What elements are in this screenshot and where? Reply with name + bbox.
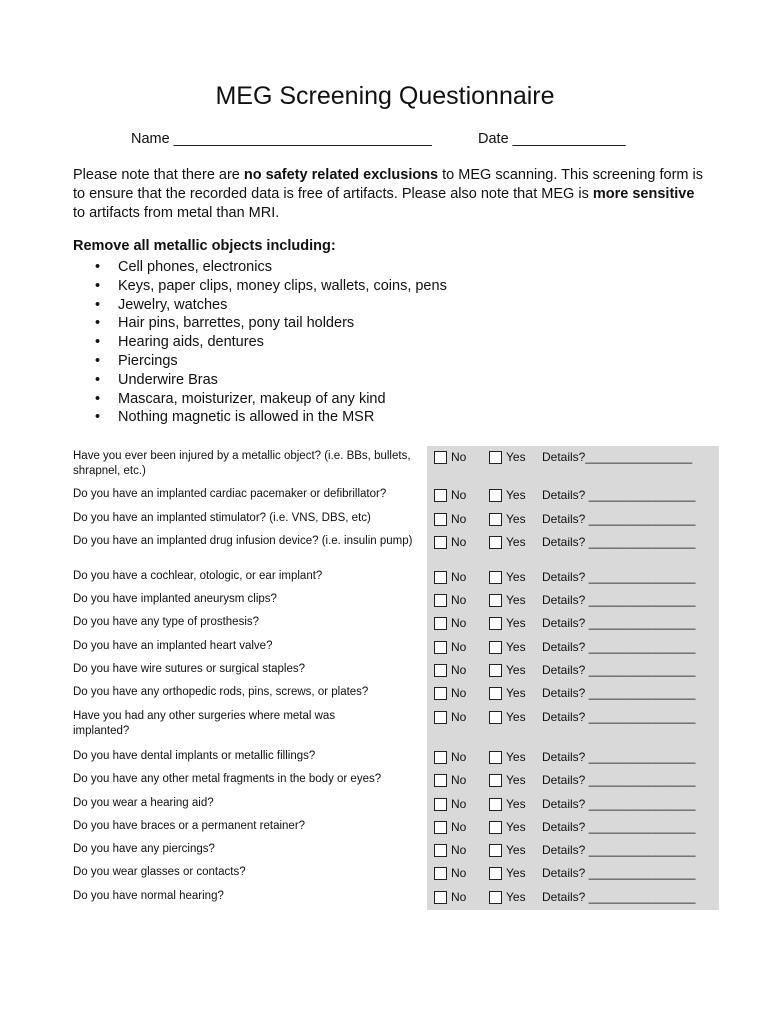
- checkbox-icon: [434, 751, 447, 764]
- yes-label: Yes: [506, 535, 526, 549]
- intro-text-2: to MEG scanning. This screening form is to ensure that the recorded data is free of artifacts. Please also note that MEG is: [73, 167, 703, 202]
- checkbox-icon: [489, 571, 502, 584]
- yes-label: Yes: [506, 686, 526, 700]
- no-checkbox[interactable]: [434, 710, 466, 724]
- checkbox-icon: [489, 821, 502, 834]
- checkbox-icon: [434, 711, 447, 724]
- checkbox-icon: [489, 891, 502, 904]
- date-field[interactable]: Date ______________: [478, 131, 626, 147]
- checkbox-icon: [434, 891, 447, 904]
- yes-label: Yes: [506, 773, 526, 787]
- details-field[interactable]: Details? ________________: [542, 488, 696, 502]
- no-label: No: [451, 710, 467, 724]
- details-field[interactable]: Details? ________________: [542, 797, 696, 811]
- no-label: No: [451, 535, 467, 549]
- details-field[interactable]: Details? ________________: [542, 866, 696, 880]
- no-label: No: [451, 512, 467, 526]
- yes-checkbox[interactable]: [489, 488, 526, 502]
- no-label: No: [451, 640, 467, 654]
- yes-checkbox[interactable]: [489, 593, 526, 607]
- yes-checkbox[interactable]: [489, 797, 526, 811]
- no-label: No: [451, 686, 467, 700]
- no-checkbox[interactable]: [434, 488, 466, 502]
- list-item: [95, 258, 447, 277]
- list-item-text: Hair pins, barrettes, pony tail holders: [118, 315, 355, 332]
- yes-checkbox[interactable]: [489, 866, 526, 880]
- yes-label: Yes: [506, 616, 526, 630]
- no-label: No: [451, 890, 467, 904]
- bullet-icon: •: [95, 277, 101, 294]
- details-field[interactable]: Details? ________________: [542, 640, 696, 654]
- yes-label: Yes: [506, 488, 526, 502]
- question-text: Do you have a cochlear, otologic, or ear implant?: [73, 570, 323, 582]
- bullet-icon: •: [95, 352, 101, 369]
- yes-checkbox[interactable]: [489, 773, 526, 787]
- question-text: Do you have an implanted heart valve?: [73, 640, 273, 652]
- details-field[interactable]: Details? ________________: [542, 773, 696, 787]
- question-text: Do you have an implanted stimulator? (i.e. VNS, DBS, etc): [73, 512, 371, 524]
- yes-label: Yes: [506, 797, 526, 811]
- details-field[interactable]: Details? ________________: [542, 663, 696, 677]
- checkbox-icon: [434, 844, 447, 857]
- checkbox-icon: [489, 617, 502, 630]
- details-field[interactable]: Details? ________________: [542, 593, 696, 607]
- details-field[interactable]: Details? ________________: [542, 512, 696, 526]
- question-text: Do you have dental implants or metallic fillings?: [73, 750, 316, 762]
- yes-label: Yes: [506, 750, 526, 764]
- yes-checkbox[interactable]: [489, 450, 526, 464]
- checkbox-icon: [489, 751, 502, 764]
- yes-checkbox[interactable]: [489, 686, 526, 700]
- no-checkbox[interactable]: [434, 535, 466, 549]
- no-checkbox[interactable]: [434, 663, 466, 677]
- question-text: Do you have braces or a permanent retainer?: [73, 820, 306, 832]
- yes-label: Yes: [506, 512, 526, 526]
- checkbox-icon: [489, 798, 502, 811]
- checkbox-icon: [489, 664, 502, 677]
- checkbox-icon: [489, 687, 502, 700]
- question-text: Do you have any other metal fragments in the body or eyes?: [73, 773, 382, 785]
- bullet-icon: •: [95, 296, 101, 313]
- list-item: [95, 333, 447, 352]
- intro-text-3: to artifacts from metal than MRI.: [73, 205, 280, 221]
- question-text: Do you have an implanted drug infusion device? (i.e. insulin pump): [73, 535, 413, 547]
- list-item: [95, 352, 447, 371]
- no-checkbox[interactable]: [434, 890, 466, 904]
- list-item-text: Nothing magnetic is allowed in the MSR: [118, 409, 375, 426]
- metal-objects-list: [95, 258, 447, 427]
- checkbox-icon: [434, 536, 447, 549]
- details-field[interactable]: Details? ________________: [542, 686, 696, 700]
- checkbox-icon: [434, 617, 447, 630]
- list-item: [95, 277, 447, 296]
- yes-label: Yes: [506, 890, 526, 904]
- checkbox-icon: [489, 711, 502, 724]
- checkbox-icon: [434, 798, 447, 811]
- question-text: Do you wear glasses or contacts?: [73, 866, 246, 878]
- yes-checkbox[interactable]: [489, 710, 526, 724]
- checkbox-icon: [434, 867, 447, 880]
- question-text: Do you have implanted aneurysm clips?: [73, 593, 277, 605]
- checkbox-icon: [434, 641, 447, 654]
- yes-checkbox[interactable]: [489, 890, 526, 904]
- no-checkbox[interactable]: [434, 773, 466, 787]
- bullet-icon: •: [95, 390, 101, 407]
- question-text: Do you have any orthopedic rods, pins, screws, or plates?: [73, 686, 369, 698]
- details-field[interactable]: Details? ________________: [542, 890, 696, 904]
- list-item: [95, 371, 447, 390]
- no-checkbox[interactable]: [434, 512, 466, 526]
- yes-checkbox[interactable]: [489, 640, 526, 654]
- no-label: No: [451, 820, 467, 834]
- checkbox-icon: [434, 513, 447, 526]
- no-label: No: [451, 773, 467, 787]
- remove-heading: Remove all metallic objects including:: [73, 238, 336, 254]
- question-text: Do you have any type of prosthesis?: [73, 616, 260, 628]
- no-label: No: [451, 663, 467, 677]
- no-label: No: [451, 866, 467, 880]
- checkbox-icon: [489, 489, 502, 502]
- checkbox-icon: [434, 594, 447, 607]
- bullet-icon: •: [95, 371, 101, 388]
- no-label: No: [451, 750, 467, 764]
- checkbox-icon: [489, 594, 502, 607]
- no-checkbox[interactable]: [434, 820, 466, 834]
- yes-label: Yes: [506, 570, 526, 584]
- checkbox-icon: [489, 844, 502, 857]
- question-text: Do you have an implanted cardiac pacemaker or defibrillator?: [73, 488, 387, 500]
- yes-checkbox[interactable]: [489, 535, 526, 549]
- checkbox-icon: [489, 536, 502, 549]
- no-checkbox[interactable]: [434, 866, 466, 880]
- intro-text-1: Please note that there are: [73, 167, 244, 183]
- bullet-icon: •: [95, 315, 101, 332]
- checkbox-icon: [489, 641, 502, 654]
- no-label: No: [451, 593, 467, 607]
- yes-checkbox[interactable]: [489, 512, 526, 526]
- intro-bold-2: more sensitive: [592, 186, 695, 202]
- list-item-text: Cell phones, electronics: [118, 259, 272, 275]
- no-label: No: [451, 570, 467, 584]
- no-checkbox[interactable]: [434, 843, 466, 857]
- no-label: No: [451, 843, 467, 857]
- no-checkbox[interactable]: [434, 686, 466, 700]
- yes-label: Yes: [506, 843, 526, 857]
- question-text: Do you have normal hearing?: [73, 890, 224, 902]
- checkbox-icon: [489, 867, 502, 880]
- question-text: Have you ever been injured by a metallic object? (i.e. BBs, bullets, shrapnel, etc.): [73, 450, 411, 477]
- no-checkbox[interactable]: [434, 616, 466, 630]
- yes-checkbox[interactable]: [489, 843, 526, 857]
- checkbox-icon: [434, 821, 447, 834]
- no-label: No: [451, 797, 467, 811]
- question-text: Do you have wire sutures or surgical staples?: [73, 663, 306, 675]
- no-checkbox[interactable]: [434, 570, 466, 584]
- intro-bold-1: no safety related exclusions: [243, 167, 439, 183]
- details-field[interactable]: Details? ________________: [542, 616, 696, 630]
- list-item-text: Underwire Bras: [118, 371, 218, 388]
- no-label: No: [451, 450, 467, 464]
- list-item: [95, 408, 447, 427]
- details-field[interactable]: Details? ________________: [542, 710, 696, 724]
- details-field[interactable]: Details?________________: [542, 450, 693, 464]
- no-checkbox[interactable]: [434, 450, 466, 464]
- checkbox-icon: [489, 774, 502, 787]
- checkbox-icon: [434, 687, 447, 700]
- bullet-icon: •: [95, 409, 101, 426]
- no-checkbox[interactable]: [434, 750, 466, 764]
- page-title: MEG Screening Questionnaire: [215, 82, 555, 110]
- checkbox-icon: [489, 513, 502, 526]
- details-field[interactable]: Details? ________________: [542, 570, 696, 584]
- name-field[interactable]: Name ________________________________: [131, 131, 432, 147]
- details-field[interactable]: Details? ________________: [542, 843, 696, 857]
- yes-label: Yes: [506, 710, 526, 724]
- yes-label: Yes: [506, 450, 526, 464]
- bullet-icon: •: [95, 259, 101, 275]
- yes-label: Yes: [506, 663, 526, 677]
- list-item: [95, 296, 447, 315]
- details-field[interactable]: Details? ________________: [542, 750, 696, 764]
- yes-label: Yes: [506, 593, 526, 607]
- yes-checkbox[interactable]: [489, 663, 526, 677]
- yes-label: Yes: [506, 820, 526, 834]
- list-item-text: Piercings: [118, 352, 178, 369]
- no-checkbox[interactable]: [434, 797, 466, 811]
- yes-checkbox[interactable]: [489, 570, 526, 584]
- checkbox-icon: [434, 451, 447, 464]
- yes-label: Yes: [506, 640, 526, 654]
- no-checkbox[interactable]: [434, 593, 466, 607]
- list-item: [95, 390, 447, 409]
- no-label: No: [451, 616, 467, 630]
- question-text: Do you have any piercings?: [73, 843, 215, 855]
- bullet-icon: •: [95, 334, 101, 351]
- checkbox-icon: [434, 489, 447, 502]
- list-item-text: Keys, paper clips, money clips, wallets, coins, pens: [118, 277, 447, 294]
- question-text: Do you wear a hearing aid?: [73, 797, 214, 809]
- checkbox-icon: [489, 451, 502, 464]
- no-label: No: [451, 488, 467, 502]
- checkbox-icon: [434, 774, 447, 787]
- checkbox-icon: [434, 664, 447, 677]
- details-field[interactable]: Details? ________________: [542, 535, 696, 549]
- list-item: [95, 314, 447, 333]
- details-field[interactable]: Details? ________________: [542, 820, 696, 834]
- no-checkbox[interactable]: [434, 640, 466, 654]
- question-text: Have you had any other surgeries where metal was implanted?: [73, 710, 336, 737]
- list-item-text: Jewelry, watches: [118, 296, 228, 313]
- intro-paragraph: [73, 166, 703, 223]
- yes-label: Yes: [506, 866, 526, 880]
- yes-checkbox[interactable]: [489, 616, 526, 630]
- list-item-text: Hearing aids, dentures: [118, 334, 264, 351]
- list-item-text: Mascara, moisturizer, makeup of any kind: [118, 390, 386, 407]
- yes-checkbox[interactable]: [489, 820, 526, 834]
- checkbox-icon: [434, 571, 447, 584]
- yes-checkbox[interactable]: [489, 750, 526, 764]
